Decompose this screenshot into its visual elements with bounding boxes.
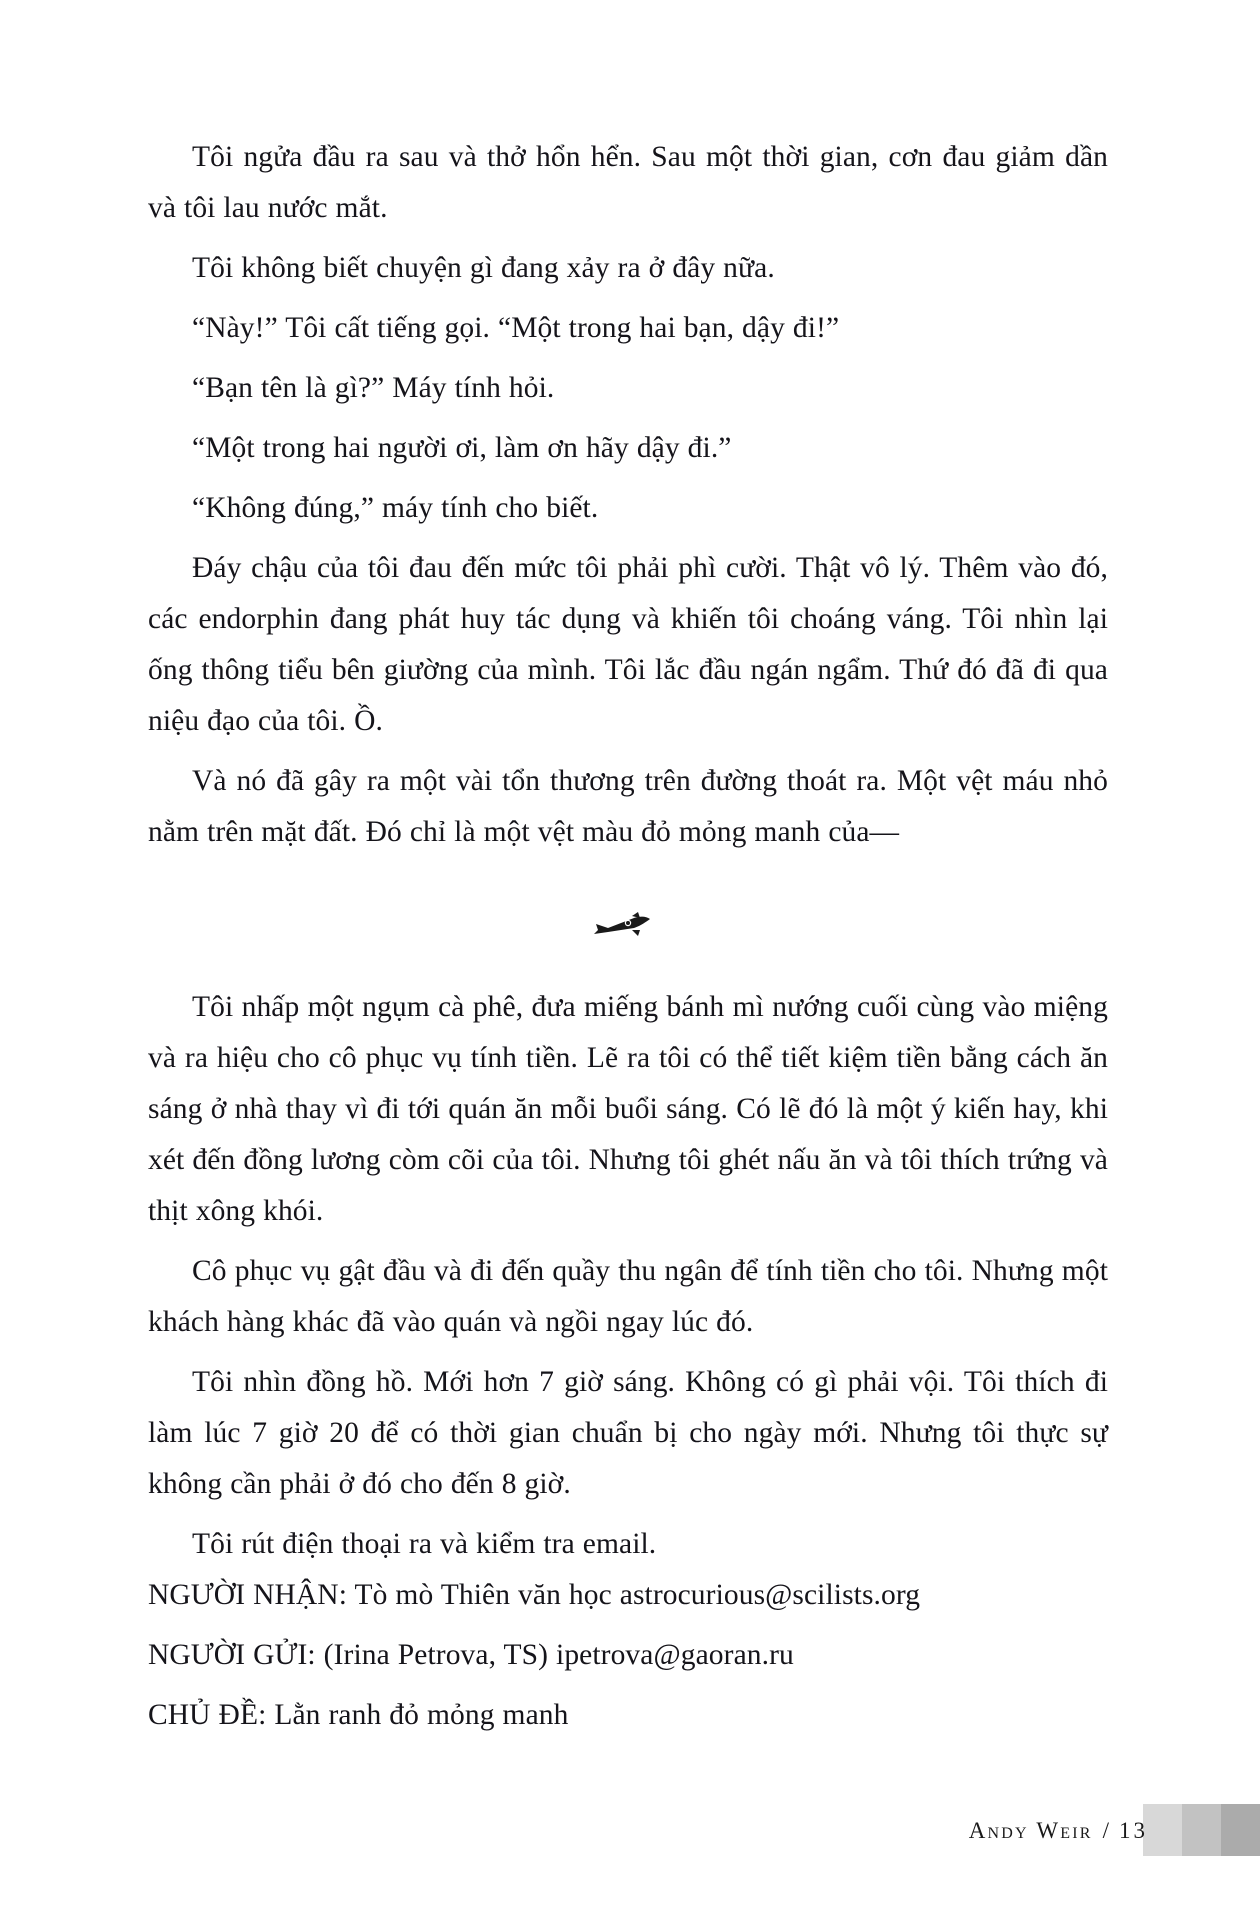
swatch-light (1143, 1804, 1182, 1856)
paragraph: Tôi nhấp một ngụm cà phê, đưa miếng bánh mì nướng cuối cùng vào miệng và ra hiệu cho cô phục vụ tính tiền. Lẽ ra tôi có thể tiết kiệm tiền bằng cách ăn sáng ở nhà thay vì đi tới quán ăn mỗi buổi sáng. Có lẽ đó là một ý kiến hay, khi xét đến đồng lương còm cõi của tôi. Nhưng tôi ghét nấu ăn và tôi thích trứng và thịt xông khói. (148, 991, 1108, 1227)
page-body-text (148, 132, 1108, 1741)
paragraph: Đáy chậu của tôi đau đến mức tôi phải phì cười. Thật vô lý. Thêm vào đó, các endorphin đang phát huy tác dụng và khiến tôi choáng váng. Tôi nhìn lại ống thông tiểu bên giường của mình. Tôi lắc đầu ngán ngẩm. Thứ đó đã đi qua niệu đạo của tôi. Ồ. (148, 552, 1108, 737)
footer-separator: / (1102, 1818, 1109, 1843)
swatch-dark (1221, 1804, 1260, 1856)
page-number: 13 (1119, 1818, 1148, 1843)
email-from-line: NGƯỜI GỬI: (Irina Petrova, TS) ipetrova@gaoran.ru (148, 1639, 794, 1671)
paragraph: Tôi nhìn đồng hồ. Mới hơn 7 giờ sáng. Không có gì phải vội. Tôi thích đi làm lúc 7 giờ 20 để có thời gian chuẩn bị cho ngày mới. Nhưng tôi thực sự không cần phải ở đó cho đến 8 giờ. (148, 1366, 1108, 1500)
paragraph: “Bạn tên là gì?” Máy tính hỏi. (192, 372, 555, 404)
swatch-medium (1182, 1804, 1221, 1856)
scene-break-ornament (148, 880, 1108, 972)
paragraph: Tôi ngửa đầu ra sau và thở hổn hển. Sau một thời gian, cơn đau giảm dần và tôi lau nước mắt. (148, 141, 1108, 224)
email-to-line: NGƯỜI NHẬN: Tò mò Thiên văn học astrocurious@scilists.org (148, 1579, 921, 1611)
rocket-icon (588, 906, 668, 946)
paragraph: Tôi rút điện thoại ra và kiểm tra email. (192, 1528, 657, 1560)
paragraph: “Không đúng,” máy tính cho biết. (192, 492, 599, 524)
page-footer (0, 1772, 1260, 1922)
paragraph: Cô phục vụ gật đầu và đi đến quầy thu ngân để tính tiền cho tôi. Nhưng một khách hàng khác đã vào quán và ngồi ngay lúc đó. (148, 1255, 1108, 1338)
email-header-block (148, 1570, 1108, 1741)
footer-author: Andy Weir (968, 1818, 1093, 1843)
paragraph: Và nó đã gây ra một vài tổn thương trên đường thoát ra. Một vệt máu nhỏ nằm trên mặt đất. Đó chỉ là một vệt màu đỏ mỏng manh của— (148, 765, 1108, 848)
footer-running-head (969, 1818, 1148, 1844)
paragraph: “Này!” Tôi cất tiếng gọi. “Một trong hai bạn, dậy đi!” (192, 312, 840, 344)
color-swatches (1143, 1804, 1260, 1856)
email-subject-line: CHỦ ĐỀ: Lằn ranh đỏ mỏng manh (148, 1699, 569, 1731)
paragraph: “Một trong hai người ơi, làm ơn hãy dậy đi.” (192, 432, 732, 464)
paragraph: Tôi không biết chuyện gì đang xảy ra ở đây nữa. (192, 252, 775, 284)
